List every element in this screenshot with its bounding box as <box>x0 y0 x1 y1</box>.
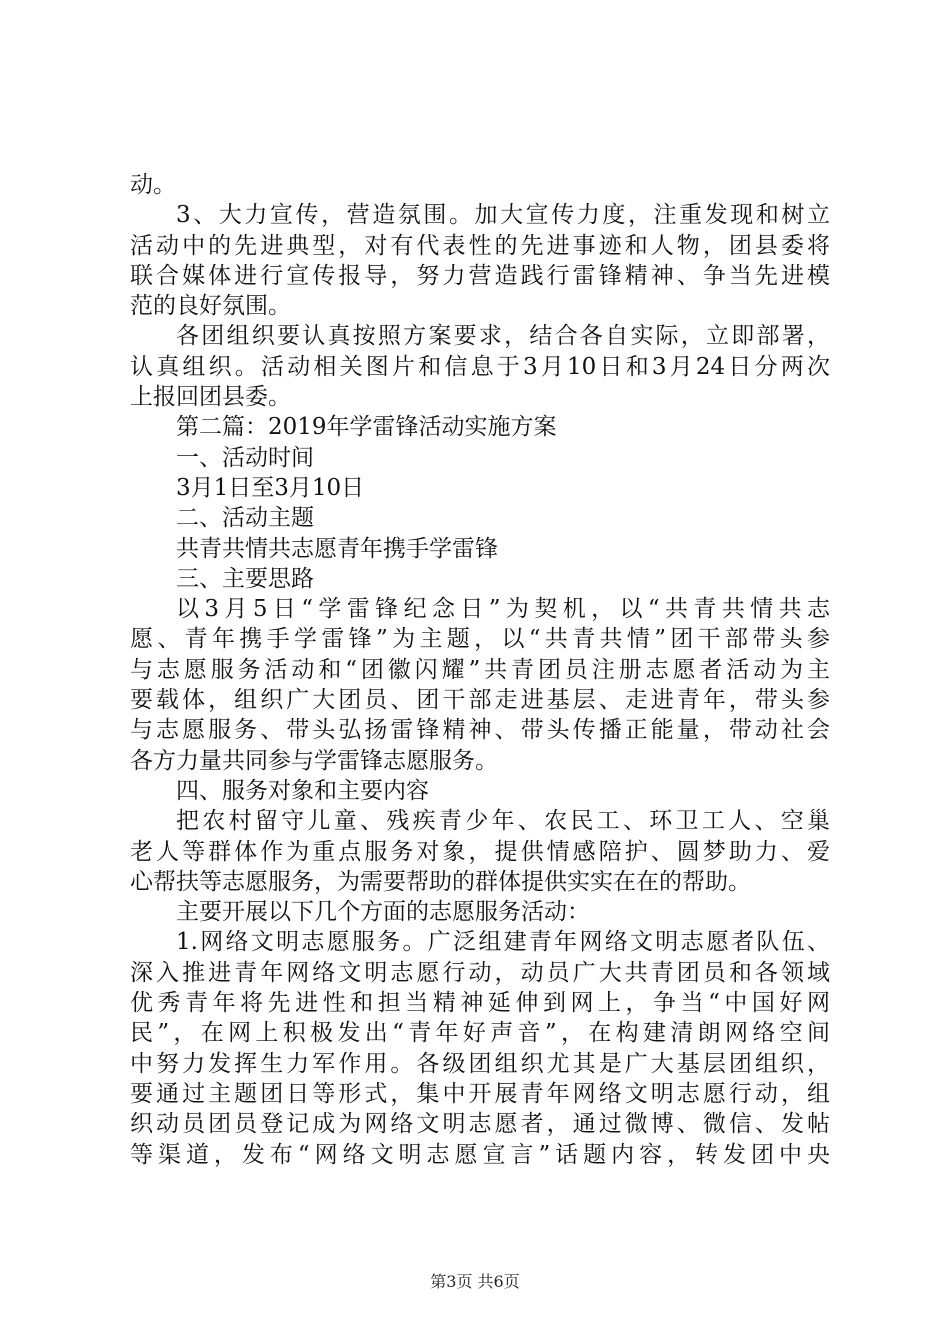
text-line: 等渠道，发布“网络文明志愿宣言”话题内容，转发团中央 <box>130 1141 830 1168</box>
text-line: 活动中的先进典型，对有代表性的先进事迹和人物，团县委将 <box>130 232 830 259</box>
text-line: 范的良好氛围。 <box>130 293 291 320</box>
section-heading: 二、活动主题 <box>176 505 314 532</box>
text-line: 深入推进青年网络文明志愿行动，动员广大共青团员和各领域 <box>130 959 830 986</box>
text-line: 与志愿服务、带头弘扬雷锋精神、带头传播正能量，带动社会 <box>130 717 830 744</box>
text-line: 与志愿服务活动和“团徽闪耀”共青团员注册志愿者活动为主 <box>130 656 830 683</box>
text-line: 联合媒体进行宣传报导，努力营造践行雷锋精神、争当先进模 <box>130 262 830 289</box>
section-heading: 第二篇：2019年学雷锋活动实施方案 <box>176 414 557 441</box>
text-line: 3月1日至3月10日 <box>176 474 365 501</box>
text-line: 1.网络文明志愿服务。广泛组建青年网络文明志愿者队伍、 <box>176 929 830 956</box>
text-line: 心帮扶等志愿服务，为需要帮助的群体提供实实在在的帮助。 <box>130 868 751 895</box>
text-line: 动。 <box>130 172 176 198</box>
text-line: 中努力发挥生力军作用。各级团组织尤其是广大基层团组织， <box>130 1050 830 1077</box>
document-body <box>130 170 830 1170</box>
text-line: 要载体，组织广大团员、团干部走进基层、走进青年，带头参 <box>130 687 830 714</box>
text-line: 以3月5日“学雷锋纪念日”为契机，以“共青共情共志 <box>176 596 830 623</box>
text-line: 老人等群体作为重点服务对象，提供情感陪护、圆梦助力、爱 <box>130 838 830 865</box>
text-line: 主要开展以下几个方面的志愿服务活动： <box>176 899 590 926</box>
text-line: 共青共情共志愿青年携手学雷锋 <box>176 535 498 562</box>
text-line: 上报回团县委。 <box>130 384 291 411</box>
section-heading: 四、服务对象和主要内容 <box>176 777 429 804</box>
text-line: 愿、青年携手学雷锋”为主题，以“共青共情”团干部带头参 <box>130 626 830 653</box>
text-line: 认真组织。活动相关图片和信息于3月10日和3月24日分两次 <box>130 353 830 380</box>
text-line: 各团组织要认真按照方案要求，结合各自实际，立即部署， <box>176 323 830 350</box>
text-line: 要通过主题团日等形式，集中开展青年网络文明志愿行动，组 <box>130 1080 830 1107</box>
section-heading: 三、主要思路 <box>176 565 314 592</box>
text-line: 民”，在网上积极发出“青年好声音”，在构建清朗网络空间 <box>130 1020 830 1047</box>
text-line: 3、大力宣传，营造氛围。加大宣传力度，注重发现和树立 <box>176 202 830 229</box>
text-line: 织动员团员登记成为网络文明志愿者，通过微博、微信、发帖 <box>130 1111 830 1138</box>
text-line: 优秀青年将先进性和担当精神延伸到网上，争当“中国好网 <box>130 990 830 1017</box>
text-line: 把农村留守儿童、残疾青少年、农民工、环卫工人、空巢 <box>176 808 830 835</box>
page-footer: 第3页 共6页 <box>430 1272 520 1291</box>
text-line: 各方力量共同参与学雷锋志愿服务。 <box>130 747 498 774</box>
section-heading: 一、活动时间 <box>176 444 314 471</box>
